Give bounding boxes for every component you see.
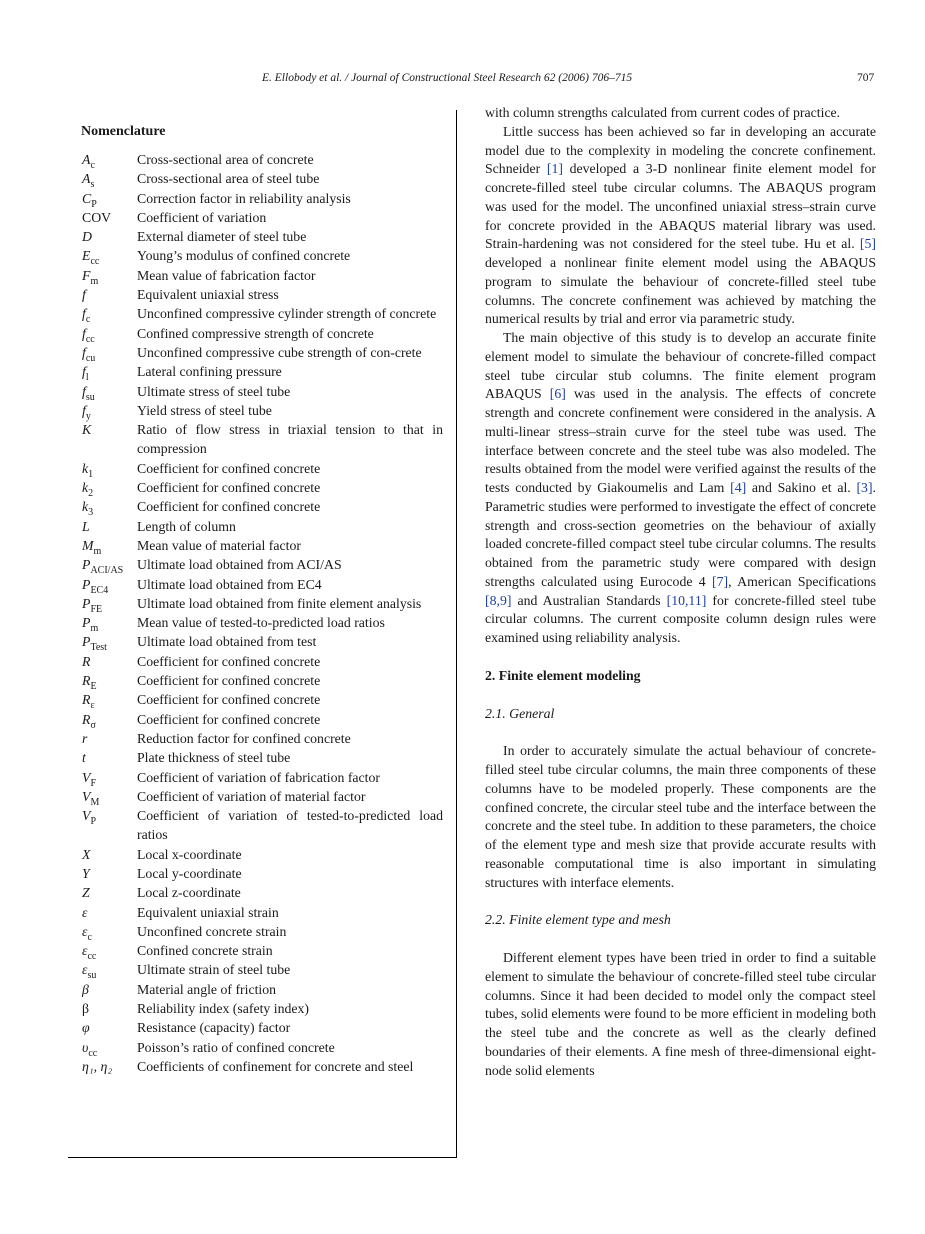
symbol-base: f (82, 402, 86, 418)
paragraph-text: and Sakino et al. (746, 480, 857, 495)
nomenclature-symbol (82, 594, 137, 613)
symbol-subscript: 2 (88, 487, 94, 499)
nomenclature-definition: Yield stress of steel tube (137, 402, 272, 418)
symbol-base: M (82, 537, 94, 553)
symbol-subscript: cc (88, 1047, 98, 1059)
nomenclature-list (82, 150, 443, 1076)
nomenclature-symbol (82, 729, 137, 748)
citation-link[interactable]: [4] (730, 480, 747, 495)
nomenclature-symbol (82, 536, 137, 555)
symbol-subscript: c (85, 314, 91, 326)
symbol-subscript: su (85, 391, 95, 403)
nomenclature-row (82, 246, 443, 268)
nomenclature-row (82, 1038, 443, 1057)
symbol-base: η₁, η₂ (82, 1058, 113, 1074)
nomenclature-title: Nomenclature (81, 124, 166, 139)
symbol-base: A (82, 171, 91, 187)
symbol-base: Z (82, 885, 90, 901)
paragraph-text: and Australian Standards (511, 592, 667, 608)
paragraph-objective (485, 329, 876, 648)
nomenclature-definition: Confined concrete strain (137, 943, 273, 959)
nomenclature-symbol (82, 324, 137, 343)
nomenclature-definition: Reduction factor for confined concrete (137, 730, 351, 746)
nomenclature-symbol (82, 208, 137, 227)
symbol-base: P (82, 557, 91, 573)
symbol-subscript: σ (90, 719, 96, 731)
nomenclature-row (82, 575, 443, 594)
nomenclature-row (82, 478, 443, 497)
nomenclature-definition: Coefficient of variation (137, 209, 267, 225)
nomenclature-row (82, 189, 443, 208)
nomenclature-definition: Cross-sectional area of concrete (137, 152, 314, 167)
symbol-subscript: l (85, 372, 89, 384)
nomenclature-row (82, 459, 443, 478)
nomenclature-row (82, 1018, 443, 1037)
symbol-subscript: ACI/AS (90, 564, 124, 576)
nomenclature-symbol (82, 941, 137, 960)
nomenclature-definition: Coefficient for confined concrete (137, 499, 321, 515)
nomenclature-row (82, 420, 443, 459)
nomenclature-row (82, 304, 443, 326)
nomenclature-row (82, 594, 443, 613)
symbol-subscript: E (90, 680, 97, 692)
nomenclature-definition: Confined compressive strength of concrete (137, 325, 374, 341)
symbol-base: C (82, 190, 92, 206)
running-title: E. Ellobody et al. / Journal of Constructional Steel Research 62 (2006) 706–715 (262, 72, 633, 84)
nomenclature-definition: Unconfined concrete strain (137, 923, 287, 939)
nomenclature-symbol (82, 459, 137, 478)
nomenclature-row (82, 632, 443, 654)
symbol-base: k (82, 480, 89, 496)
nomenclature-symbol (82, 1057, 137, 1076)
nomenclature-symbol (82, 883, 137, 902)
nomenclature-row (82, 555, 443, 574)
nomenclature-definition: Equivalent uniaxial strain (137, 904, 279, 920)
nomenclature-definition: Coefficient of variation of material factor (137, 788, 366, 804)
nomenclature-row (82, 343, 443, 362)
nomenclature-row (82, 285, 443, 304)
citation-link[interactable]: [6] (549, 386, 566, 402)
nomenclature-row (82, 960, 443, 982)
symbol-base: P (82, 595, 91, 611)
nomenclature-symbol (82, 382, 137, 401)
nomenclature-definition: Ultimate load obtained from test (137, 634, 317, 650)
symbol-subscript: FE (90, 603, 103, 615)
nomenclature-row (82, 980, 443, 999)
symbol-base: R (82, 711, 91, 727)
nomenclature-symbol (82, 478, 137, 497)
nomenclature-row (82, 169, 443, 191)
nomenclature-symbol (82, 613, 137, 632)
nomenclature-row (82, 922, 443, 941)
symbol-subscript: EC4 (90, 584, 109, 596)
nomenclature-symbol (82, 999, 137, 1018)
nomenclature-symbol (82, 497, 137, 519)
nomenclature-row (82, 748, 443, 767)
symbol-base: ε (82, 923, 88, 939)
symbol-base: K (82, 422, 92, 438)
symbol-base: F (82, 267, 91, 283)
nomenclature-row (82, 362, 443, 384)
nomenclature-definition: Coefficients of confinement for concrete and steel (137, 1058, 414, 1074)
nomenclature-definition: Resistance (capacity) factor (137, 1020, 291, 1036)
nomenclature-symbol (82, 575, 137, 594)
symbol-base: f (82, 364, 86, 380)
paragraph-text: , American Specifications (728, 573, 876, 589)
paragraph-prior-models (485, 123, 876, 329)
nomenclature-definition: Ultimate load obtained from finite element analysis (137, 595, 422, 611)
symbol-base: r (82, 730, 88, 746)
subsection-heading-2-2: 2.2. Finite element type and mesh (485, 912, 671, 928)
nomenclature-definition: Coefficient for confined concrete (137, 460, 321, 476)
nomenclature-definition: Mean value of material factor (137, 537, 301, 553)
symbol-base: X (82, 846, 91, 862)
symbol-base: υ (82, 1039, 89, 1055)
nomenclature-symbol (82, 652, 137, 671)
nomenclature-row (82, 806, 443, 845)
nomenclature-definition: Ultimate strain of steel tube (137, 962, 291, 978)
nomenclature-definition: Unconfined compressive cube strength of con-crete (137, 344, 422, 360)
nomenclature-symbol (82, 690, 137, 712)
nomenclature-symbol (82, 748, 137, 767)
symbol-subscript: P (90, 815, 96, 827)
symbol-base: β (82, 1001, 90, 1017)
nomenclature-definition: Coefficient for confined concrete (137, 692, 321, 708)
paragraph-text: for concrete-filled steel tube circular columns. The current composite column design rules were examined using reliability analysis. (485, 592, 876, 645)
symbol-base: k (82, 499, 89, 515)
symbol-base: P (82, 576, 91, 592)
nomenclature-symbol (82, 1018, 137, 1037)
nomenclature-row (82, 710, 443, 729)
nomenclature-row (82, 652, 443, 671)
nomenclature-definition: Ultimate load obtained from EC4 (137, 576, 322, 592)
citation-link[interactable]: [5] (859, 236, 876, 252)
nomenclature-row (82, 1057, 443, 1076)
nomenclature-symbol (82, 864, 137, 883)
symbol-subscript: 1 (88, 468, 94, 480)
nomenclature-definition: Reliability index (safety index) (137, 1001, 310, 1017)
nomenclature-definition: Young’s modulus of confined concrete (137, 248, 351, 264)
nomenclature-definition: Equivalent uniaxial stress (137, 287, 279, 303)
nomenclature-definition: Cross-sectional area of steel tube (137, 171, 320, 187)
nomenclature-symbol (82, 401, 137, 420)
nomenclature-definition: Coefficient of variation of fabrication factor (137, 769, 381, 785)
paragraph-general: In order to accurately simulate the actual behaviour of concrete-filled steel tube circular columns, the main three components of these columns have to be modeled properly. These components are the confined concrete, the circular steel tube and the interface between the concrete and the steel tube. In addition to these parameters, the choice of the element type and mesh size that provide accurate results with reasonable computational time is also important in simulating structures with interface elements. (485, 743, 876, 890)
nomenclature-row (82, 536, 443, 555)
symbol-subscript: m (90, 622, 99, 634)
nomenclature-definition: Poisson’s ratio of confined concrete (137, 1039, 335, 1055)
nomenclature-definition: External diameter of steel tube (137, 229, 307, 245)
symbol-subscript: 3 (88, 507, 94, 519)
running-head (0, 72, 925, 90)
nomenclature-definition: Local z-coordinate (137, 885, 241, 901)
nomenclature-definition: Coefficient for confined concrete (137, 480, 321, 496)
symbol-base: P (82, 634, 91, 650)
paragraph-text: . Parametric studies were performed to investigate the effect of concrete strength and cross-section geometries on the behaviour of axially loaded concrete-filled compact steel tube circular columns. The results obtained from the parametric study were compared with design strengths calculated using Eurocode 4 (485, 480, 876, 589)
nomenclature-symbol (82, 768, 137, 787)
symbol-subscript: cc (90, 256, 100, 268)
citation-link[interactable]: [8,9] (485, 592, 512, 608)
nomenclature-definition: Plate thickness of steel tube (137, 750, 291, 766)
nomenclature-row (82, 227, 443, 246)
nomenclature-row (82, 787, 443, 806)
symbol-base: L (82, 518, 90, 534)
nomenclature-row (82, 729, 443, 748)
symbol-base: E (82, 248, 91, 264)
nomenclature-symbol (82, 362, 137, 384)
nomenclature-symbol (82, 266, 137, 285)
nomenclature-symbol (82, 632, 137, 654)
nomenclature-symbol (82, 806, 137, 845)
nomenclature-row (82, 401, 443, 420)
nomenclature-definition: Local x-coordinate (137, 846, 242, 862)
symbol-base: R (82, 673, 91, 689)
symbol-base: ε (82, 962, 88, 978)
nomenclature-row (82, 768, 443, 787)
symbol-base: ε (82, 943, 88, 959)
paragraph-text: developed a 3-D nonlinear finite element model for concrete-filled steel tube circular columns. The ABAQUS program was used for the model. The unconfined uniaxial stress–strain curve for concrete provided in the ABAQUS material library was used. Strain-hardening was not considered for the steel tube. Hu et al. (485, 161, 876, 252)
symbol-base: A (82, 152, 91, 167)
nomenclature-symbol (82, 150, 137, 169)
nomenclature-symbol (82, 980, 137, 999)
symbol-base: φ (82, 1020, 90, 1036)
nomenclature-definition: Ultimate load obtained from ACI/AS (137, 557, 342, 573)
symbol-base: t (82, 750, 86, 766)
symbol-subscript: y (85, 410, 91, 422)
nomenclature-symbol (82, 903, 137, 922)
nomenclature-box (68, 110, 457, 1158)
nomenclature-symbol (82, 517, 137, 536)
symbol-subscript: c (87, 931, 92, 943)
nomenclature-definition: Local y-coordinate (137, 865, 242, 881)
nomenclature-symbol (82, 343, 137, 362)
nomenclature-symbol (82, 671, 137, 690)
nomenclature-definition: Coefficient for confined concrete (137, 653, 321, 669)
citation-link[interactable]: [3] (856, 480, 873, 495)
nomenclature-symbol (82, 304, 137, 326)
nomenclature-row (82, 671, 443, 690)
nomenclature-symbol (82, 845, 137, 864)
nomenclature-row (82, 903, 443, 922)
subsection-heading-2-1: 2.1. General (485, 705, 555, 721)
symbol-subscript: cu (85, 352, 96, 364)
symbol-base: V (82, 769, 91, 785)
symbol-base: k (82, 460, 89, 476)
symbol-base: f (82, 344, 86, 360)
symbol-subscript: s (90, 179, 95, 191)
symbol-base: f (82, 325, 86, 341)
nomenclature-row (82, 497, 443, 519)
symbol-base: V (82, 808, 91, 824)
nomenclature-symbol (82, 922, 137, 941)
symbol-subscript: M (90, 796, 100, 808)
symbol-base: Y (82, 865, 90, 881)
symbol-base: V (82, 788, 91, 804)
nomenclature-row (82, 999, 443, 1018)
nomenclature-row (82, 690, 443, 712)
paragraph-intro-end: with column strengths calculated from current codes of practice. (485, 105, 841, 120)
nomenclature-definition: Coefficient of variation of tested-to-predicted load ratios (137, 808, 443, 843)
nomenclature-definition: Length of column (137, 518, 236, 534)
symbol-subscript: m (93, 545, 102, 557)
nomenclature-row (82, 613, 443, 632)
nomenclature-row (82, 883, 443, 902)
nomenclature-definition: Material angle of friction (137, 981, 277, 997)
citation-link[interactable]: [1] (546, 161, 563, 177)
symbol-subscript: ε (90, 700, 95, 712)
nomenclature-row (82, 845, 443, 864)
paragraph-text: developed a nonlinear finite element model using the ABAQUS program to simulate the behaviour of concrete-filled steel tube columns. The concrete confinement was achieved by matching the numerical results by trial and error via parametric study. (485, 255, 876, 327)
nomenclature-definition: Correction factor in reliability analysis (137, 190, 351, 206)
paragraph-text: was used in the analysis. The effects of concrete strength and concrete confinement were considered in the analysis. A multi-linear stress–strain curve for the steel tube was used. The interface between concrete and the steel tube was also modeled. The results obtained from the model were verified against the results of the tests conducted by Giakoumelis and Lam (485, 386, 876, 495)
section-heading-2: 2. Finite element modeling (485, 667, 641, 683)
page-number: 707 (857, 72, 875, 84)
nomenclature-row (82, 864, 443, 883)
nomenclature-definition: Ratio of flow stress in triaxial tension to that in compression (137, 422, 443, 457)
symbol-base: R (82, 692, 91, 708)
symbol-base: ε (82, 904, 88, 920)
symbol-base: β (82, 981, 89, 997)
citation-link[interactable]: [7] (712, 573, 729, 589)
nomenclature-symbol (82, 420, 137, 459)
symbol-subscript: c (90, 159, 95, 171)
nomenclature-symbol (82, 227, 137, 246)
symbol-base: R (82, 653, 91, 669)
symbol-subscript: P (91, 198, 97, 210)
nomenclature-row (82, 150, 443, 169)
nomenclature-definition: Ultimate stress of steel tube (137, 383, 291, 399)
nomenclature-definition: Coefficient for confined concrete (137, 711, 321, 727)
citation-link[interactable]: [10,11] (666, 592, 707, 608)
nomenclature-symbol (82, 1038, 137, 1057)
nomenclature-symbol (82, 246, 137, 268)
symbol-subscript: su (87, 970, 97, 982)
right-column (485, 104, 876, 1080)
symbol-base: P (82, 615, 91, 631)
nomenclature-row (82, 517, 443, 536)
nomenclature-symbol (82, 285, 137, 304)
paragraph-text: Little success has been achieved so far in developing an accurate model due to the complexity in modeling the concrete confinement. Schneider (485, 123, 876, 177)
symbol-base: f (82, 306, 86, 322)
symbol-subscript: cc (85, 333, 95, 345)
symbol-subscript: m (90, 275, 99, 287)
nomenclature-definition: Mean value of tested-to-predicted load ratios (137, 615, 385, 631)
nomenclature-symbol (82, 555, 137, 574)
nomenclature-symbol (82, 189, 137, 208)
nomenclature-row (82, 266, 443, 285)
symbol-subscript: F (90, 777, 96, 789)
paragraph-text: The main objective of this study is to develop an accurate finite element model to simulate the behaviour of concrete-filled compact steel tube circular stub columns. The finite element program ABAQUS (485, 330, 876, 402)
nomenclature-symbol (82, 169, 137, 191)
nomenclature-definition: Unconfined compressive cylinder strength of concrete (137, 306, 437, 322)
nomenclature-row (82, 208, 443, 227)
nomenclature-definition: Lateral confining pressure (137, 364, 282, 380)
symbol-base: COV (82, 209, 112, 225)
paragraph-element-type: Different element types have been tried in order to find a suitable element to simulate the behaviour of concrete-filled steel tube circular columns. Since it had been decided to model only the compact steel tubes, solid elements were found to be more efficient in modeling both the steel tube and the concrete as well as the clearly defined boundaries of their elements. A fine mesh of three-dimensional eight-node solid elements (485, 950, 876, 1078)
nomenclature-symbol (82, 960, 137, 982)
symbol-base: f (82, 383, 86, 399)
nomenclature-row (82, 382, 443, 401)
symbol-base: D (82, 229, 92, 245)
nomenclature-row (82, 324, 443, 343)
nomenclature-definition: Mean value of fabrication factor (137, 267, 316, 283)
symbol-subscript: cc (87, 950, 97, 962)
symbol-subscript: Test (90, 642, 107, 654)
nomenclature-definition: Coefficient for confined concrete (137, 673, 321, 689)
nomenclature-row (82, 941, 443, 960)
nomenclature-symbol (82, 787, 137, 806)
nomenclature-symbol (82, 710, 137, 729)
symbol-base: f (82, 287, 86, 303)
